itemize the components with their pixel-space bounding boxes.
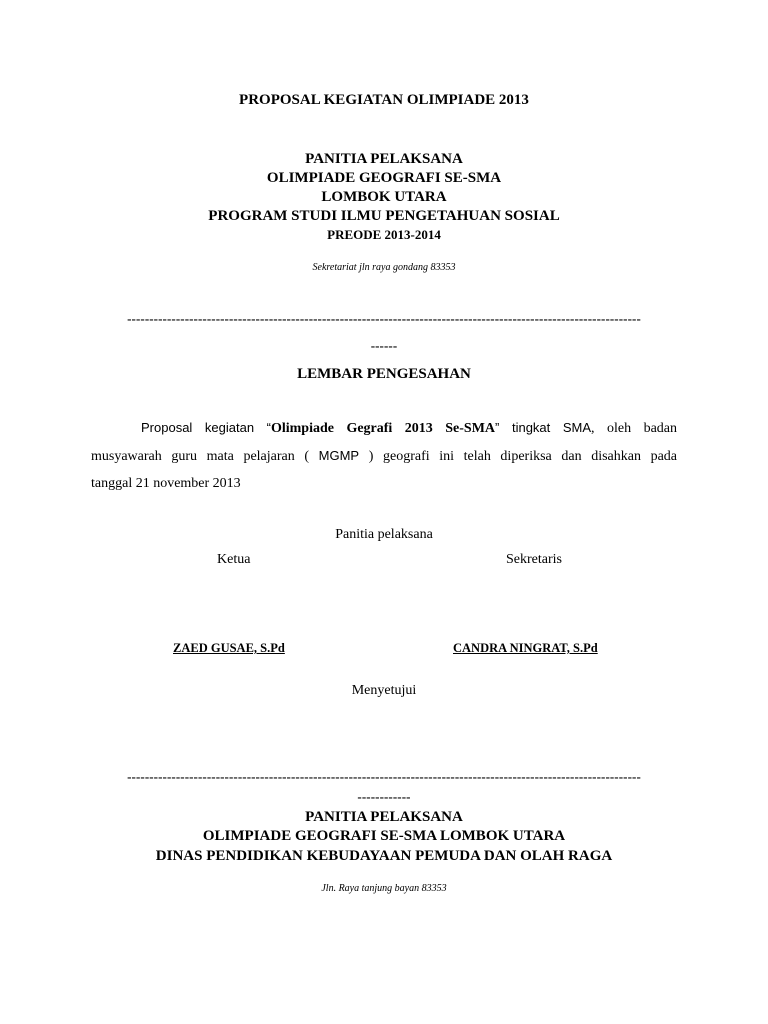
secretary-name: CANDRA NINGRAT, S.Pd [453, 641, 598, 655]
event-name-bold: Olimpiade Gegrafi 2013 Se-SMA [270, 421, 496, 436]
secretariat-address: Sekretariat jln raya gondang 83353 [312, 262, 456, 273]
paragraph-line-2: musyawarah guru mata pelajaran ( MGMP ) geografi ini telah diperiksa dan disahkan pada [91, 448, 677, 464]
separator-line-continued: ------ [370, 338, 398, 353]
separator-line: -------------------------------------------------------------------------------------------------------------------- [127, 769, 641, 784]
region-heading: LOMBOK UTARA [321, 189, 447, 205]
committee-heading: PANITIA PELAKSANA [305, 151, 463, 167]
chair-title: Ketua [217, 552, 251, 567]
separator-line: -------------------------------------------------------------------------------------------------------------------- [127, 311, 641, 326]
chair-name: ZAED GUSAE, S.Pd [173, 641, 285, 655]
paragraph-line-1: Proposal kegiatan “Olimpiade Gegrafi 2013 Se-SMA” tingkat SMA, oleh badan [141, 420, 678, 436]
separator-line-continued: ------------ [357, 789, 411, 804]
secretary-title: Sekretaris [506, 552, 562, 567]
program-heading: PROGRAM STUDI ILMU PENGETAHUAN SOSIAL [208, 208, 560, 224]
approved-label: Menyetujui [351, 683, 417, 698]
committee-label: Panitia pelaksana [335, 527, 433, 542]
period-heading: PREODE 2013-2014 [327, 227, 441, 242]
footer-address: Jln. Raya tanjung bayan 83353 [321, 883, 447, 894]
approval-heading: LEMBAR PENGESAHAN [297, 366, 471, 382]
footer-office: DINAS PENDIDIKAN KEBUDAYAAN PEMUDA DAN OLAH RAGA [155, 848, 613, 864]
event-heading: OLIMPIADE GEOGRAFI SE-SMA [266, 170, 502, 186]
footer-committee: PANITIA PELAKSANA [305, 809, 463, 825]
document-title: PROPOSAL KEGIATAN OLIMPIADE 2013 [239, 92, 529, 108]
approval-paragraph [91, 414, 677, 497]
paragraph-line-3: tanggal 21 november 2013 [91, 476, 241, 491]
footer-event: OLIMPIADE GEOGRAFI SE-SMA LOMBOK UTARA [202, 828, 566, 844]
